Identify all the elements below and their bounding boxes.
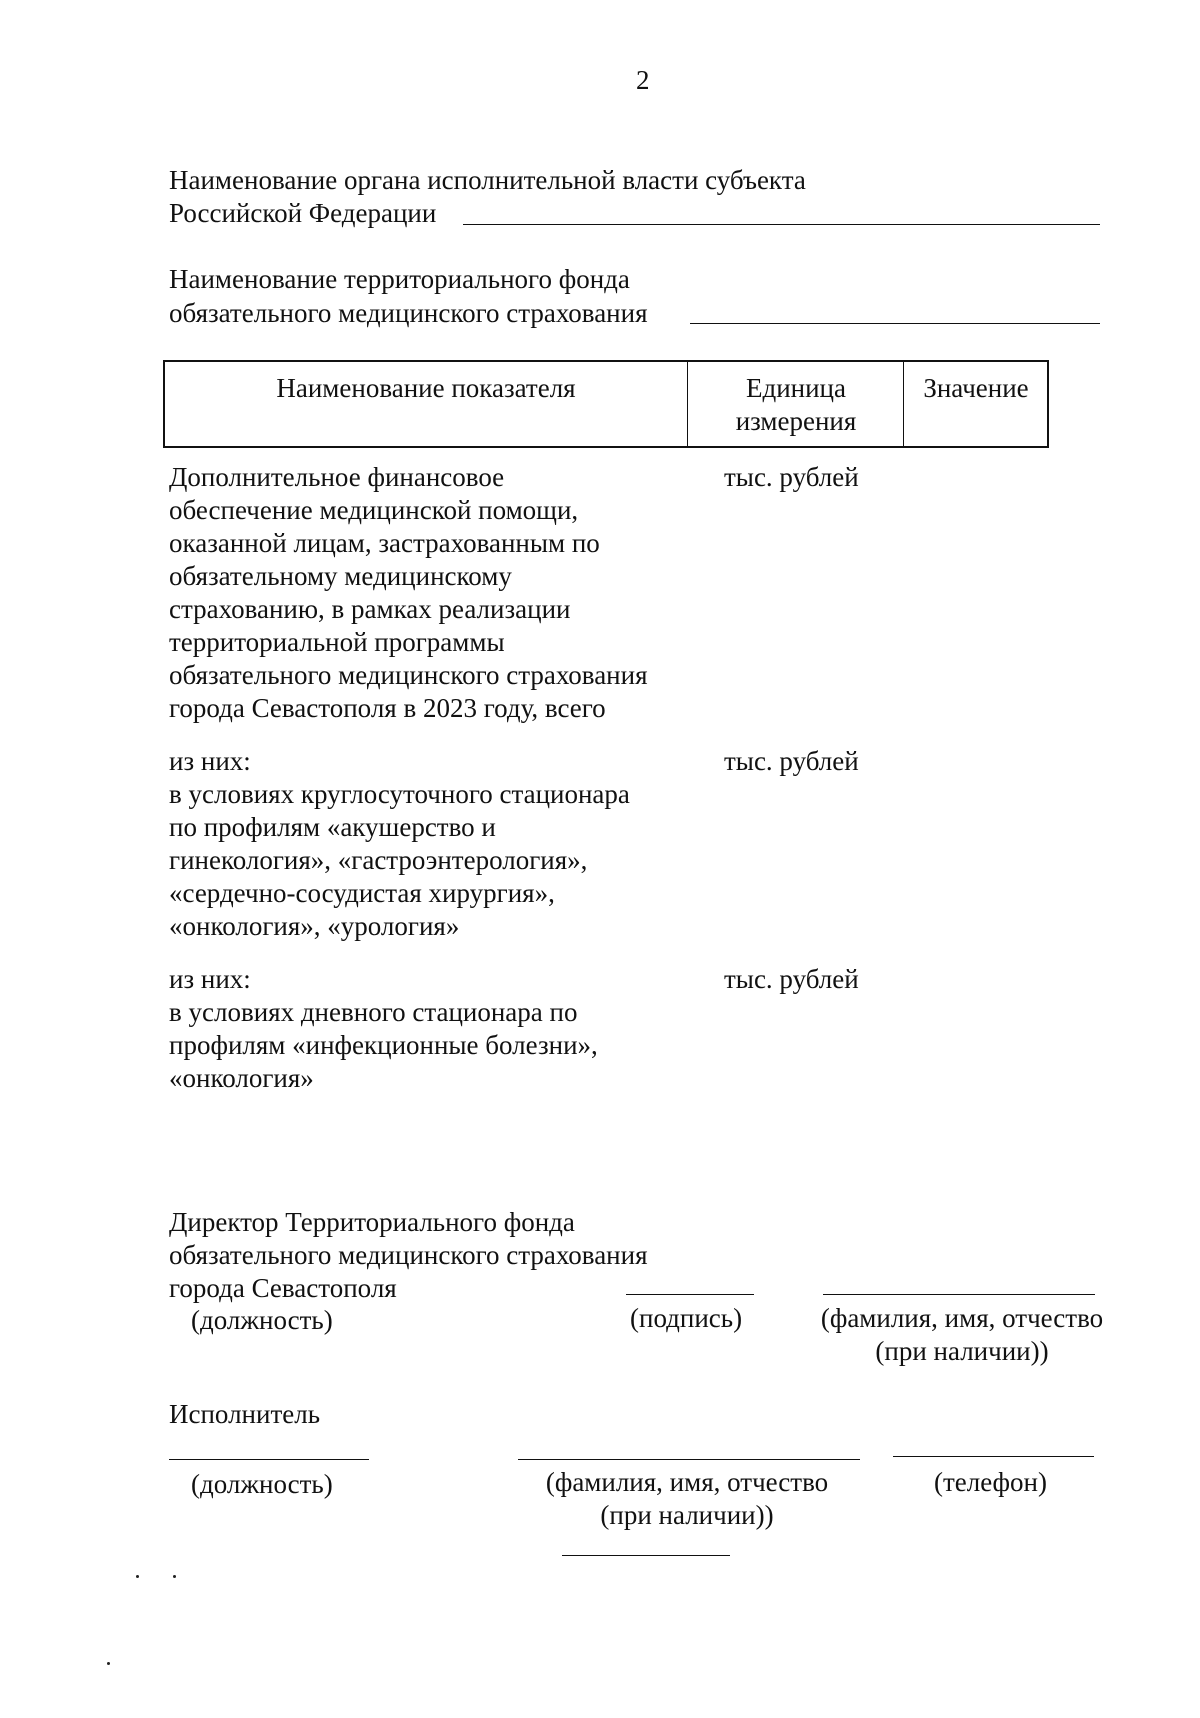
executor-label: Исполнитель xyxy=(169,1399,321,1429)
executor-name-line xyxy=(518,1459,860,1460)
executor-position-caption: (должность) xyxy=(191,1469,333,1499)
column-header-name: Наименование показателя xyxy=(276,373,576,403)
director-name-line xyxy=(823,1294,1095,1295)
executor-name-caption: (фамилия, имя, отчество (при наличии)) xyxy=(545,1467,829,1530)
authority-label-line1: Наименование органа исполнительной власти субъекта xyxy=(169,165,806,195)
authority-label-line2: Российской Федерации xyxy=(169,198,437,228)
column-header-unit: Единица измерения xyxy=(735,373,857,436)
director-title: Директор Территориального фонда обязательного медицинского страхования города Севастополя xyxy=(169,1207,648,1303)
page-number: 2 xyxy=(636,65,650,95)
table-row-name: из них: в условиях круглосуточного стационара по профилям «акушерство и гинекология», «гастроэнтерология», «сердечно-сосудистая хирургия», «онкология», «урология» xyxy=(169,746,630,941)
table-row-unit: тыс. рублей xyxy=(724,964,859,994)
executor-phone-caption: (телефон) xyxy=(934,1467,1047,1497)
authority-fill-line xyxy=(463,224,1100,225)
table-row-unit: тыс. рублей xyxy=(724,462,859,492)
executor-phone-line xyxy=(893,1456,1094,1457)
scan-speck xyxy=(136,1575,139,1578)
closing-separator xyxy=(562,1555,730,1556)
fund-fill-line xyxy=(690,323,1100,324)
scan-speck xyxy=(107,1662,110,1665)
table-row-name: из них: в условиях дневного стационара по профилям «инфекционные болезни», «онкология» xyxy=(169,964,598,1093)
executor-position-line xyxy=(169,1459,369,1460)
table-divider xyxy=(903,360,904,448)
fund-label-line2: обязательного медицинского страхования xyxy=(169,298,648,328)
director-position-caption: (должность) xyxy=(191,1305,333,1335)
scan-speck xyxy=(173,1575,176,1578)
signature-caption: (подпись) xyxy=(630,1303,743,1333)
signature-line xyxy=(626,1294,754,1295)
director-name-caption: (фамилия, имя, отчество (при наличии)) xyxy=(820,1303,1104,1366)
table-row-unit: тыс. рублей xyxy=(724,746,859,776)
fund-label-line1: Наименование территориального фонда xyxy=(169,264,630,294)
table-divider xyxy=(687,360,688,448)
table-row-name: Дополнительное финансовое обеспечение медицинской помощи, оказанной лицам, застрахованным по обязательному медицинскому страхованию, в рамках реализации территориальной программы обязательного медицинского страхования города Севастополя в 2023 году, всего xyxy=(169,462,648,723)
column-header-value: Значение xyxy=(923,373,1029,403)
